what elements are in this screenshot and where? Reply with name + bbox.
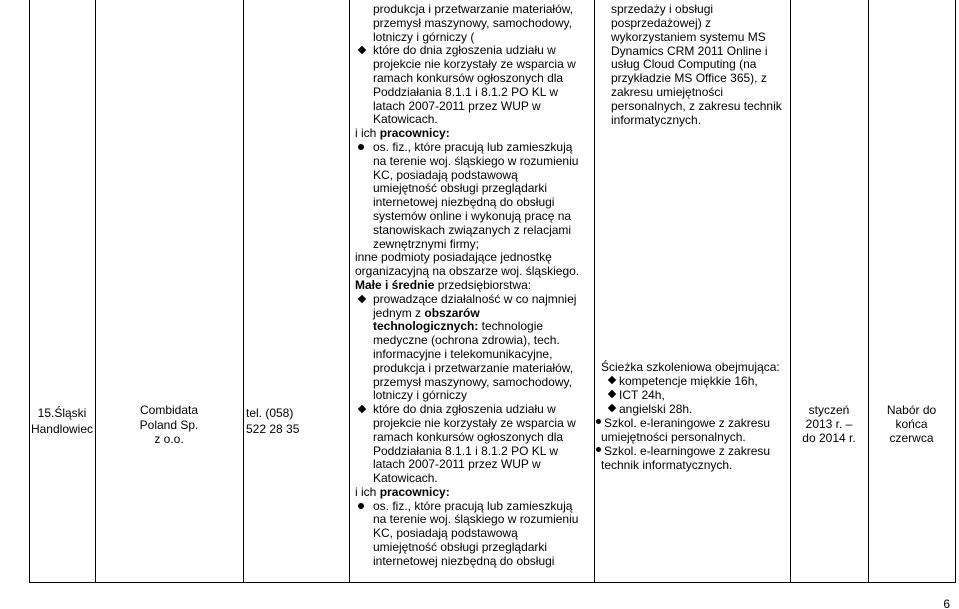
target-group-line: KC, posiadają podstawową bbox=[373, 526, 518, 541]
dot-bullet-icon bbox=[358, 503, 364, 509]
period-line: do 2014 r. bbox=[802, 431, 856, 445]
target-group-list-item bbox=[349, 293, 594, 307]
target-group-list-item bbox=[349, 141, 594, 155]
target-group-line bbox=[349, 279, 594, 293]
diamond-bullet-icon bbox=[358, 405, 366, 413]
target-group-list-item bbox=[349, 403, 594, 417]
contact-line: tel. (058) bbox=[246, 406, 294, 420]
target-group-line: projekcie nie korzystały ze wsparcia w bbox=[373, 415, 576, 430]
training-path-item bbox=[594, 374, 790, 388]
elearning-item-continuation: technik informatycznych. bbox=[601, 458, 733, 472]
recruitment-line: Nabór do bbox=[886, 403, 937, 417]
period-cell bbox=[790, 403, 868, 445]
diamond-bullet-icon bbox=[608, 404, 616, 412]
target-group-line: internetowej niezbędną do obsługi bbox=[373, 553, 555, 568]
elearning-item-text: Szkol. e-learningowe z zakresu bbox=[604, 444, 771, 458]
table-column-border bbox=[29, 0, 30, 583]
target-group-line: ramach konkursów ogłoszonych dla bbox=[373, 429, 564, 444]
contact-cell bbox=[243, 405, 349, 437]
beneficiary-line: Combidata bbox=[139, 403, 199, 417]
line-text: os. fiz., które pracują lub zamieszkują bbox=[373, 498, 573, 513]
line-text: i ich bbox=[355, 126, 380, 141]
training-scope-line: usług Cloud Computing (na bbox=[611, 57, 757, 72]
training-scope-line: przykładzie MS Office 365), z bbox=[611, 71, 767, 86]
table-column-border bbox=[955, 0, 956, 583]
line-text: prowadzące działalność w co najmniej bbox=[373, 291, 577, 306]
project-name-line: Handlowiec bbox=[30, 422, 94, 436]
project-name-cell bbox=[29, 405, 95, 437]
period-line: styczeń bbox=[808, 403, 850, 417]
line-text: technologie bbox=[478, 319, 544, 334]
target-group-list-item bbox=[349, 500, 594, 514]
diamond-bullet-icon bbox=[608, 376, 616, 384]
target-group-line: Poddziałania 8.1.1 i 8.1.2 PO KL w bbox=[373, 443, 559, 458]
target-group-line: systemów online i wykonują pracę na bbox=[373, 208, 572, 223]
training-path-heading: Ścieżka szkoleniowa obejmująca: bbox=[601, 360, 780, 374]
target-group-line: ramach konkursów ogłoszonych dla bbox=[373, 70, 564, 85]
elearning-item-continuation: umiejętności personalnych. bbox=[601, 430, 746, 444]
training-scope-line: posprzedażowej) z bbox=[611, 15, 712, 30]
training-path-item-text: kompetencje miękkie 16h, bbox=[619, 374, 758, 388]
line-text: os. fiz., które pracują lub zamieszkują bbox=[373, 139, 573, 154]
target-group-cell bbox=[349, 3, 594, 569]
recruitment-line: końca bbox=[895, 417, 928, 431]
target-group-list-item bbox=[349, 44, 594, 58]
target-group-line: internetowej niezbędną do obsługi bbox=[373, 195, 555, 210]
dot-bullet-icon bbox=[358, 144, 364, 150]
training-scope-line: zakresu umiejętności bbox=[611, 85, 724, 100]
training-path-item bbox=[594, 402, 790, 416]
line-text: i ich bbox=[355, 484, 380, 499]
target-group-line: umiejętność obsługi przeglądarki bbox=[373, 181, 548, 196]
training-scope-line: personalnych, z zakresu technik bbox=[611, 98, 782, 113]
target-group-line: przemysł maszynowy, samochodowy, bbox=[373, 374, 572, 389]
beneficiary-line: Poland Sp. bbox=[139, 417, 199, 432]
target-group-line: przemysł maszynowy, samochodowy, bbox=[373, 15, 572, 30]
elearning-item-text: Szkol. e-leraningowe z zakresu bbox=[604, 416, 771, 430]
emphasized-text: Małe i średnie bbox=[355, 277, 435, 292]
target-group-line: stanowiskach związanych z relacjami bbox=[373, 222, 572, 237]
table-column-border bbox=[95, 0, 96, 583]
table-column-border bbox=[790, 0, 791, 583]
elearning-item bbox=[594, 416, 790, 430]
training-scope-cell bbox=[594, 3, 790, 128]
target-group-line: na terenie woj. śląskiego w rozumieniu bbox=[373, 153, 579, 168]
target-group-line bbox=[349, 486, 594, 500]
table-bottom-border bbox=[29, 582, 956, 583]
target-group-line: KC, posiadają podstawową bbox=[373, 167, 518, 182]
target-group-line: produkcja i przetwarzanie materiałów, bbox=[373, 360, 574, 375]
diamond-bullet-icon bbox=[358, 46, 366, 54]
emphasized-text: pracownicy: bbox=[379, 484, 450, 499]
target-group-line: Katowicach. bbox=[373, 471, 438, 486]
target-group-line: latach 2007-2011 przez WUP w bbox=[373, 457, 541, 472]
target-group-line: informacyjne i telekomunikacyjne, bbox=[373, 346, 553, 361]
training-path-item-text: angielski 28h. bbox=[619, 402, 693, 416]
emphasized-text: pracownicy: bbox=[379, 126, 450, 141]
target-group-line: latach 2007-2011 przez WUP w bbox=[373, 98, 541, 113]
period-line: 2013 r. – bbox=[805, 417, 853, 431]
project-name-line: 15.Śląski bbox=[37, 406, 87, 420]
target-group-line bbox=[349, 307, 594, 321]
training-path-block bbox=[594, 360, 790, 472]
training-path-item bbox=[594, 388, 790, 402]
dot-bullet-icon bbox=[596, 447, 601, 452]
line-text: przedsiębiorstwa: bbox=[434, 277, 532, 292]
target-group-line: lotniczy i górniczy ( bbox=[373, 29, 475, 44]
beneficiary-line: z o.o. bbox=[154, 432, 184, 446]
target-group-line: umiejętność obsługi przeglądarki bbox=[373, 540, 548, 555]
training-path-item-text: ICT 24h, bbox=[619, 388, 665, 402]
emphasized-text: technologicznych: bbox=[373, 319, 479, 334]
recruitment-cell bbox=[868, 403, 955, 445]
target-group-line: na terenie woj. śląskiego w rozumieniu bbox=[373, 512, 579, 527]
emphasized-text: obszarów bbox=[424, 305, 480, 320]
line-text: jednym z bbox=[373, 305, 425, 320]
target-group-line: organizacyjną na obszarze woj. śląskiego. bbox=[355, 264, 580, 279]
line-text: które do dnia zgłoszenia udziału w bbox=[373, 402, 556, 417]
contact-line: 522 28 35 bbox=[246, 422, 300, 436]
training-scope-line: wykorzystaniem systemu MS bbox=[611, 29, 766, 44]
table-column-border bbox=[868, 0, 869, 583]
target-group-line: zewnętrznymi firmy; bbox=[373, 236, 480, 251]
target-group-line: Poddziałania 8.1.1 i 8.1.2 PO KL w bbox=[373, 84, 559, 99]
target-group-line bbox=[349, 320, 594, 334]
dot-bullet-icon bbox=[596, 419, 601, 424]
recruitment-line: czerwca bbox=[889, 431, 934, 445]
target-group-line bbox=[349, 127, 594, 141]
target-group-line: inne podmioty posiadające jednostkę bbox=[355, 250, 552, 265]
target-group-line: produkcja i przetwarzanie materiałów, bbox=[373, 2, 574, 16]
training-scope-line: sprzedaży i obsługi bbox=[611, 2, 714, 16]
target-group-line: projekcie nie korzystały ze wsparcia w bbox=[373, 57, 576, 72]
diamond-bullet-icon bbox=[608, 390, 616, 398]
elearning-item bbox=[594, 444, 790, 458]
target-group-line: Katowicach. bbox=[373, 112, 438, 127]
target-group-line: lotniczy i górniczy bbox=[373, 388, 468, 403]
target-group-line: medyczne (ochrona zdrowia), tech. bbox=[373, 333, 560, 348]
training-scope-line: Dynamics CRM 2011 Online i bbox=[611, 43, 768, 58]
diamond-bullet-icon bbox=[358, 294, 366, 302]
page-number: 6 bbox=[943, 597, 950, 609]
training-scope-line: informatycznych. bbox=[611, 112, 702, 127]
table-column-border bbox=[243, 0, 244, 583]
line-text: które do dnia zgłoszenia udziału w bbox=[373, 43, 556, 58]
beneficiary-cell bbox=[95, 403, 243, 447]
